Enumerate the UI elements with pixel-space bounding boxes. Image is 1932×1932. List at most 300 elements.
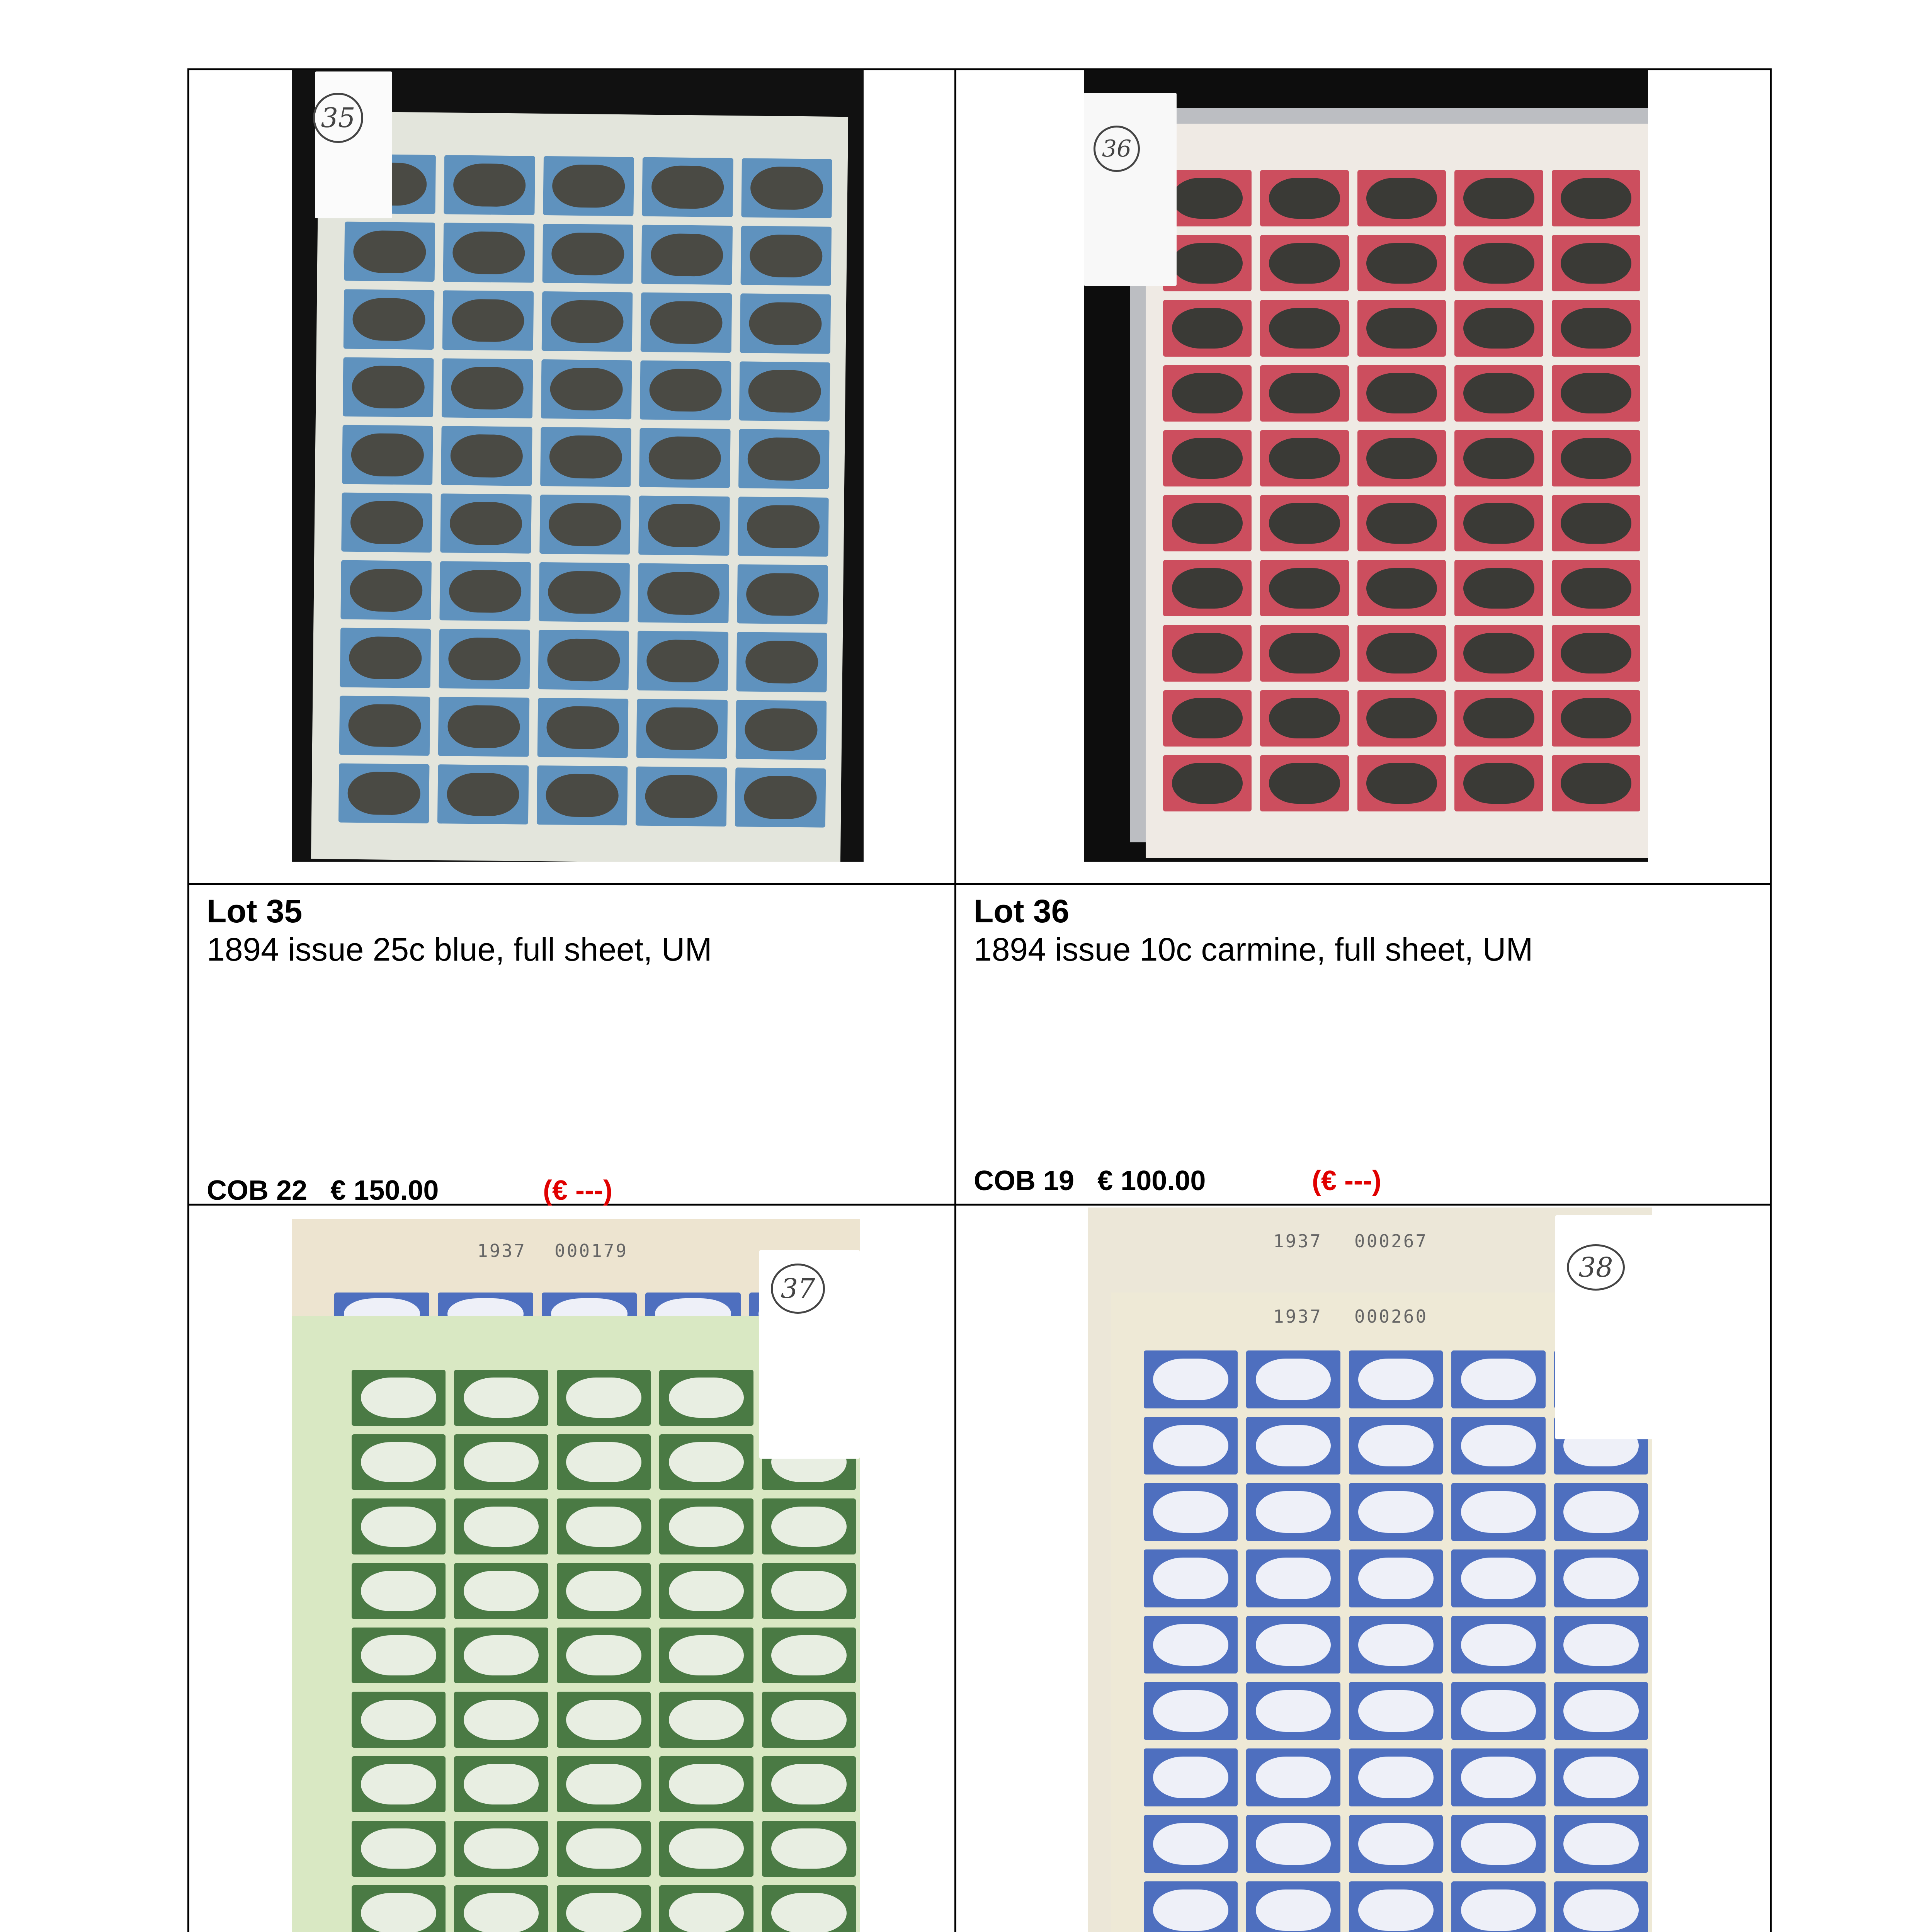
stamp-vignette — [669, 1700, 744, 1740]
stamp-vignette — [771, 1700, 847, 1740]
stamp — [735, 767, 826, 828]
stamp — [341, 493, 432, 553]
stamp-vignette — [651, 165, 724, 209]
stamp — [542, 224, 633, 284]
stamp-vignette — [1269, 438, 1340, 478]
stamp-vignette — [1172, 698, 1243, 738]
stamp — [1246, 1748, 1340, 1806]
stamp-vignette — [1461, 1558, 1536, 1599]
stamp — [557, 1756, 651, 1812]
stamp-vignette — [1461, 1491, 1536, 1533]
stamp-vignette — [1172, 178, 1243, 218]
stamp — [557, 1563, 651, 1619]
stamp-vignette — [1461, 1359, 1536, 1400]
stamp — [659, 1885, 753, 1932]
stamp-vignette — [1256, 1690, 1331, 1732]
stamp — [738, 497, 829, 557]
stamp-vignette — [669, 1893, 744, 1932]
lot-36-photo — [1084, 70, 1648, 862]
stamp-vignette — [750, 234, 823, 277]
stamp-vignette — [1561, 308, 1632, 349]
stamp — [638, 563, 729, 624]
stamp-vignette — [566, 1764, 641, 1804]
stamp-vignette — [449, 502, 522, 545]
stamp-vignette — [1256, 1757, 1331, 1798]
stamp — [1349, 1616, 1443, 1674]
stamp — [659, 1821, 753, 1877]
stamp — [762, 1628, 856, 1684]
stamp-vignette — [645, 775, 718, 818]
stamp — [1552, 365, 1640, 422]
stamp — [454, 1563, 548, 1619]
stamp-vignette — [566, 1442, 641, 1482]
stamp-vignette — [549, 503, 622, 546]
stamp — [557, 1370, 651, 1426]
stamp — [1246, 1549, 1340, 1607]
stamp-vignette — [566, 1828, 641, 1869]
stamp-vignette — [349, 636, 422, 680]
stamp-vignette — [361, 1571, 436, 1611]
stamp-vignette — [464, 1571, 539, 1611]
stamp-vignette — [1366, 633, 1437, 673]
stamp-vignette — [1463, 763, 1534, 803]
stamp-vignette — [1561, 373, 1632, 413]
stamp — [1144, 1549, 1238, 1607]
stamp — [737, 564, 828, 624]
stamp — [454, 1434, 548, 1490]
stamp — [1163, 495, 1252, 551]
stamp-vignette — [771, 1828, 847, 1869]
lot-number: Lot 35 — [207, 893, 303, 929]
stamp-vignette — [464, 1378, 539, 1418]
stamp — [1349, 1881, 1443, 1932]
stamp-vignette — [646, 707, 719, 750]
stamp-vignette — [1461, 1823, 1536, 1865]
sheet-number: 000260 — [1354, 1306, 1428, 1327]
stamp-vignette — [649, 369, 722, 412]
stamp — [636, 766, 727, 827]
lot-number-circle: 38 — [1567, 1244, 1625, 1291]
stamp — [454, 1498, 548, 1554]
stamp-vignette — [452, 231, 526, 274]
stamp-vignette — [1153, 1889, 1228, 1931]
stamp — [1357, 430, 1446, 486]
stamp — [539, 495, 631, 555]
stamp-vignette — [1172, 243, 1243, 284]
lot-38-photo — [1088, 1208, 1656, 1932]
stamp-vignette — [1561, 568, 1632, 609]
stamp-vignette — [1256, 1425, 1331, 1467]
stamp — [1552, 560, 1640, 616]
stamp-vignette — [1269, 373, 1340, 413]
stamp — [1454, 625, 1543, 681]
stamp-vignette — [1153, 1690, 1228, 1732]
lot-37-photo — [292, 1208, 860, 1932]
stamp — [557, 1885, 651, 1932]
stamp-vignette — [647, 571, 720, 615]
stamp-vignette — [1358, 1823, 1434, 1865]
stamp-vignette — [361, 1764, 436, 1804]
stamp — [1144, 1748, 1238, 1806]
stamp-vignette — [1256, 1359, 1331, 1400]
stamp-vignette — [648, 436, 721, 480]
stamp-vignette — [669, 1764, 744, 1804]
stamp — [1144, 1417, 1238, 1475]
lot-number-circle: 35 — [313, 93, 363, 143]
stamp-vignette — [1366, 763, 1437, 803]
stamp-vignette — [1358, 1491, 1434, 1533]
stamp — [442, 358, 533, 418]
stamp — [1454, 755, 1543, 811]
stamp — [1349, 1417, 1443, 1475]
stamp — [538, 630, 629, 690]
stamp-vignette — [1358, 1558, 1434, 1599]
stamp — [454, 1821, 548, 1877]
stamp-vignette — [464, 1828, 539, 1869]
stamp-vignette — [669, 1635, 744, 1675]
stamp-vignette — [1269, 568, 1340, 609]
stamp — [738, 429, 830, 489]
stamp — [762, 1498, 856, 1554]
stamp — [762, 1563, 856, 1619]
stamp — [762, 1692, 856, 1748]
stamp — [1357, 560, 1446, 616]
stamp — [762, 1821, 856, 1877]
stamp-vignette — [1561, 178, 1632, 218]
stamp — [557, 1628, 651, 1684]
stamp-vignette — [748, 370, 821, 413]
table-border-left — [187, 68, 189, 1932]
sheet-number: 000267 — [1354, 1231, 1428, 1252]
stamp-vignette — [1461, 1690, 1536, 1732]
stamp-vignette — [747, 505, 820, 548]
stamp-vignette — [1366, 178, 1437, 218]
stamp-vignette — [566, 1700, 641, 1740]
stamp — [1260, 300, 1349, 356]
stamp — [1454, 690, 1543, 747]
stamp-grid — [338, 154, 832, 828]
stamp-sheet — [1146, 124, 1648, 858]
stamp-vignette — [447, 773, 520, 816]
stamp — [740, 294, 831, 354]
stamp — [1552, 430, 1640, 486]
stamp-vignette — [1153, 1359, 1228, 1400]
stamp-vignette — [1358, 1757, 1434, 1798]
lot-label-card — [1084, 93, 1177, 286]
sheet-number: 1937 — [1273, 1231, 1322, 1252]
stamp-vignette — [361, 1700, 436, 1740]
stamp — [1357, 625, 1446, 681]
stamp-vignette — [566, 1571, 641, 1611]
stamp — [1451, 1682, 1545, 1740]
stamp — [1554, 1549, 1648, 1607]
stamp-vignette — [1463, 178, 1534, 218]
stamp — [543, 156, 634, 216]
stamp-vignette — [1463, 698, 1534, 738]
stamp-vignette — [452, 299, 525, 342]
stamp — [1451, 1417, 1545, 1475]
stamp — [352, 1563, 446, 1619]
stamp-vignette — [1563, 1624, 1639, 1666]
stamp — [741, 158, 832, 218]
stamp — [1451, 1549, 1545, 1607]
stamp-vignette — [1366, 568, 1437, 609]
stamp-vignette — [749, 302, 822, 345]
stamp — [1246, 1483, 1340, 1541]
stamp — [659, 1563, 753, 1619]
stamp-vignette — [745, 708, 818, 752]
stamp — [1552, 755, 1640, 811]
stamp — [340, 628, 431, 688]
stamp — [442, 291, 534, 351]
stamp-vignette — [1172, 568, 1243, 609]
stamp-vignette — [1172, 633, 1243, 673]
stamp-vignette — [750, 167, 823, 210]
stamp-vignette — [650, 233, 723, 277]
stamp-vignette — [552, 165, 625, 208]
stamp-vignette — [1561, 698, 1632, 738]
stamp — [1144, 1616, 1238, 1674]
stamp-vignette — [1358, 1359, 1434, 1400]
stamp — [454, 1885, 548, 1932]
stamp-vignette — [1256, 1558, 1331, 1599]
stamp-vignette — [351, 433, 424, 476]
stamp-vignette — [1358, 1624, 1434, 1666]
stamp — [1357, 300, 1446, 356]
stamp — [1357, 755, 1446, 811]
stamp — [1260, 690, 1349, 747]
stamp — [1554, 1616, 1648, 1674]
stamp-vignette — [1461, 1757, 1536, 1798]
stamp — [1451, 1483, 1545, 1541]
stamp-vignette — [546, 774, 619, 817]
stamp — [659, 1498, 753, 1554]
stamp-vignette — [1561, 503, 1632, 543]
stamp-vignette — [1366, 503, 1437, 543]
stamp-vignette — [1269, 698, 1340, 738]
stamp-vignette — [449, 570, 522, 613]
stamp — [1163, 560, 1252, 616]
stamp-vignette — [566, 1635, 641, 1675]
stamp — [641, 225, 733, 285]
stamp — [1260, 495, 1349, 551]
stamp-vignette — [1366, 698, 1437, 738]
stamp-vignette — [1269, 243, 1340, 284]
stamp-sheet — [311, 111, 848, 862]
stamp-vignette — [771, 1571, 847, 1611]
stamp — [1260, 625, 1349, 681]
stamp-vignette — [361, 1828, 436, 1869]
stamp-vignette — [650, 301, 723, 344]
stamp — [1454, 560, 1543, 616]
stamp-vignette — [745, 640, 818, 684]
stamp-vignette — [1358, 1690, 1434, 1732]
stamp — [1163, 625, 1252, 681]
stamp — [1454, 365, 1543, 422]
stamp-vignette — [771, 1507, 847, 1547]
stamp-vignette — [1463, 568, 1534, 609]
stamp-vignette — [1366, 243, 1437, 284]
stamp-vignette — [1256, 1889, 1331, 1931]
stamp — [1357, 690, 1446, 747]
stamp-vignette — [771, 1764, 847, 1804]
stamp — [1349, 1350, 1443, 1408]
stamp — [444, 155, 535, 215]
lot-description: 1894 issue 10c carmine, full sheet, UM — [974, 931, 1533, 968]
stamp — [740, 226, 832, 286]
stamp — [1357, 170, 1446, 226]
stamp — [1246, 1815, 1340, 1873]
stamp — [659, 1434, 753, 1490]
stamp-vignette — [1561, 633, 1632, 673]
lot-cob-price: COB 22 € 150.00 — [207, 1175, 439, 1206]
stamp — [1554, 1815, 1648, 1873]
stamp — [1454, 495, 1543, 551]
stamp — [638, 496, 730, 556]
stamp — [439, 629, 530, 689]
stamp-vignette — [352, 298, 425, 341]
stamp-vignette — [1563, 1558, 1639, 1599]
stamp — [637, 631, 728, 691]
stamp — [352, 1498, 446, 1554]
table-border-right — [1770, 68, 1772, 1932]
stamp — [338, 763, 430, 823]
stamp — [1357, 365, 1446, 422]
stamp-vignette — [1269, 763, 1340, 803]
stamp — [352, 1434, 446, 1490]
stamp-vignette — [361, 1442, 436, 1482]
stamp-vignette — [1153, 1491, 1228, 1533]
lot-label-card — [315, 71, 392, 218]
stamp — [1246, 1881, 1340, 1932]
stamp-vignette — [350, 501, 423, 544]
stamp-vignette — [1256, 1624, 1331, 1666]
stamp-vignette — [1461, 1889, 1536, 1931]
stamp — [1349, 1815, 1443, 1873]
lot-number: Lot 36 — [974, 893, 1070, 929]
stamp-vignette — [348, 772, 421, 815]
stamp — [641, 293, 732, 353]
stamp — [1552, 170, 1640, 226]
stamp-vignette — [1269, 503, 1340, 543]
stamp — [1349, 1682, 1443, 1740]
stamp — [1357, 495, 1446, 551]
stamp-vignette — [1461, 1425, 1536, 1467]
stamp-vignette — [1172, 373, 1243, 413]
stamp-vignette — [1463, 633, 1534, 673]
stamp — [659, 1756, 753, 1812]
stamp — [1552, 495, 1640, 551]
stamp — [542, 291, 633, 352]
stamp — [1246, 1417, 1340, 1475]
stamp-vignette — [1269, 308, 1340, 349]
stamp-vignette — [352, 366, 425, 409]
stamp — [440, 561, 531, 621]
stamp-vignette — [1256, 1823, 1331, 1865]
stamp-vignette — [1563, 1757, 1639, 1798]
stamp — [454, 1756, 548, 1812]
stamp-vignette — [361, 1507, 436, 1547]
stamp-vignette — [1563, 1491, 1639, 1533]
stamp — [1451, 1350, 1545, 1408]
stamp-vignette — [746, 573, 819, 616]
stamp-vignette — [1153, 1558, 1228, 1599]
stamp-vignette — [353, 230, 426, 273]
stamp — [659, 1692, 753, 1748]
stamp — [1451, 1881, 1545, 1932]
stamp-vignette — [566, 1507, 641, 1547]
stamp-vignette — [1269, 178, 1340, 218]
stamp-vignette — [1172, 503, 1243, 543]
lot-estimate: (€ ---) — [1312, 1165, 1381, 1196]
stamp — [343, 357, 434, 417]
stamp — [438, 697, 529, 757]
stamp-vignette — [648, 504, 721, 547]
stamp — [537, 697, 629, 758]
stamp — [1163, 365, 1252, 422]
stamp-vignette — [450, 434, 523, 478]
stamp — [1454, 430, 1543, 486]
stamp — [1552, 625, 1640, 681]
stamp — [1357, 235, 1446, 291]
stamp-vignette — [1366, 438, 1437, 478]
stamp-vignette — [1153, 1624, 1228, 1666]
stamp — [440, 493, 532, 554]
stamp — [352, 1370, 446, 1426]
stamp — [1554, 1682, 1648, 1740]
stamp-vignette — [1358, 1889, 1434, 1931]
stamp-vignette — [464, 1893, 539, 1932]
stamp — [344, 289, 435, 350]
stamp-vignette — [566, 1893, 641, 1932]
stamp — [1163, 690, 1252, 747]
stamp — [639, 428, 730, 488]
stamp-vignette — [464, 1507, 539, 1547]
stamp-vignette — [548, 571, 621, 614]
stamp-vignette — [1463, 373, 1534, 413]
stamp-vignette — [669, 1442, 744, 1482]
stamp-vignette — [669, 1378, 744, 1418]
lot-35-photo — [292, 70, 864, 862]
stamp-vignette — [771, 1635, 847, 1675]
stamp-vignette — [549, 435, 622, 478]
stamp-vignette — [1366, 308, 1437, 349]
stamp-vignette — [669, 1571, 744, 1611]
stamp — [352, 1756, 446, 1812]
stamp — [762, 1885, 856, 1932]
stamp-vignette — [1153, 1757, 1228, 1798]
stamp — [537, 765, 628, 826]
stamp — [1454, 235, 1543, 291]
stamp — [640, 360, 731, 420]
stamp-vignette — [646, 639, 719, 683]
sheet-number: 000179 — [554, 1240, 628, 1261]
table-row-divider — [187, 883, 1772, 885]
lot-description: 1894 issue 25c blue, full sheet, UM — [207, 931, 712, 968]
stamp-vignette — [1358, 1425, 1434, 1467]
lot-estimate: (€ ---) — [543, 1175, 612, 1206]
stamp-vignette — [1461, 1624, 1536, 1666]
stamp — [1260, 755, 1349, 811]
stamp-vignette — [361, 1635, 436, 1675]
stamp — [454, 1692, 548, 1748]
stamp-vignette — [448, 637, 521, 680]
stamp — [1246, 1350, 1340, 1408]
stamp-vignette — [1366, 373, 1437, 413]
stamp-vignette — [546, 706, 619, 749]
stamp — [342, 425, 433, 485]
stamp — [1451, 1616, 1545, 1674]
